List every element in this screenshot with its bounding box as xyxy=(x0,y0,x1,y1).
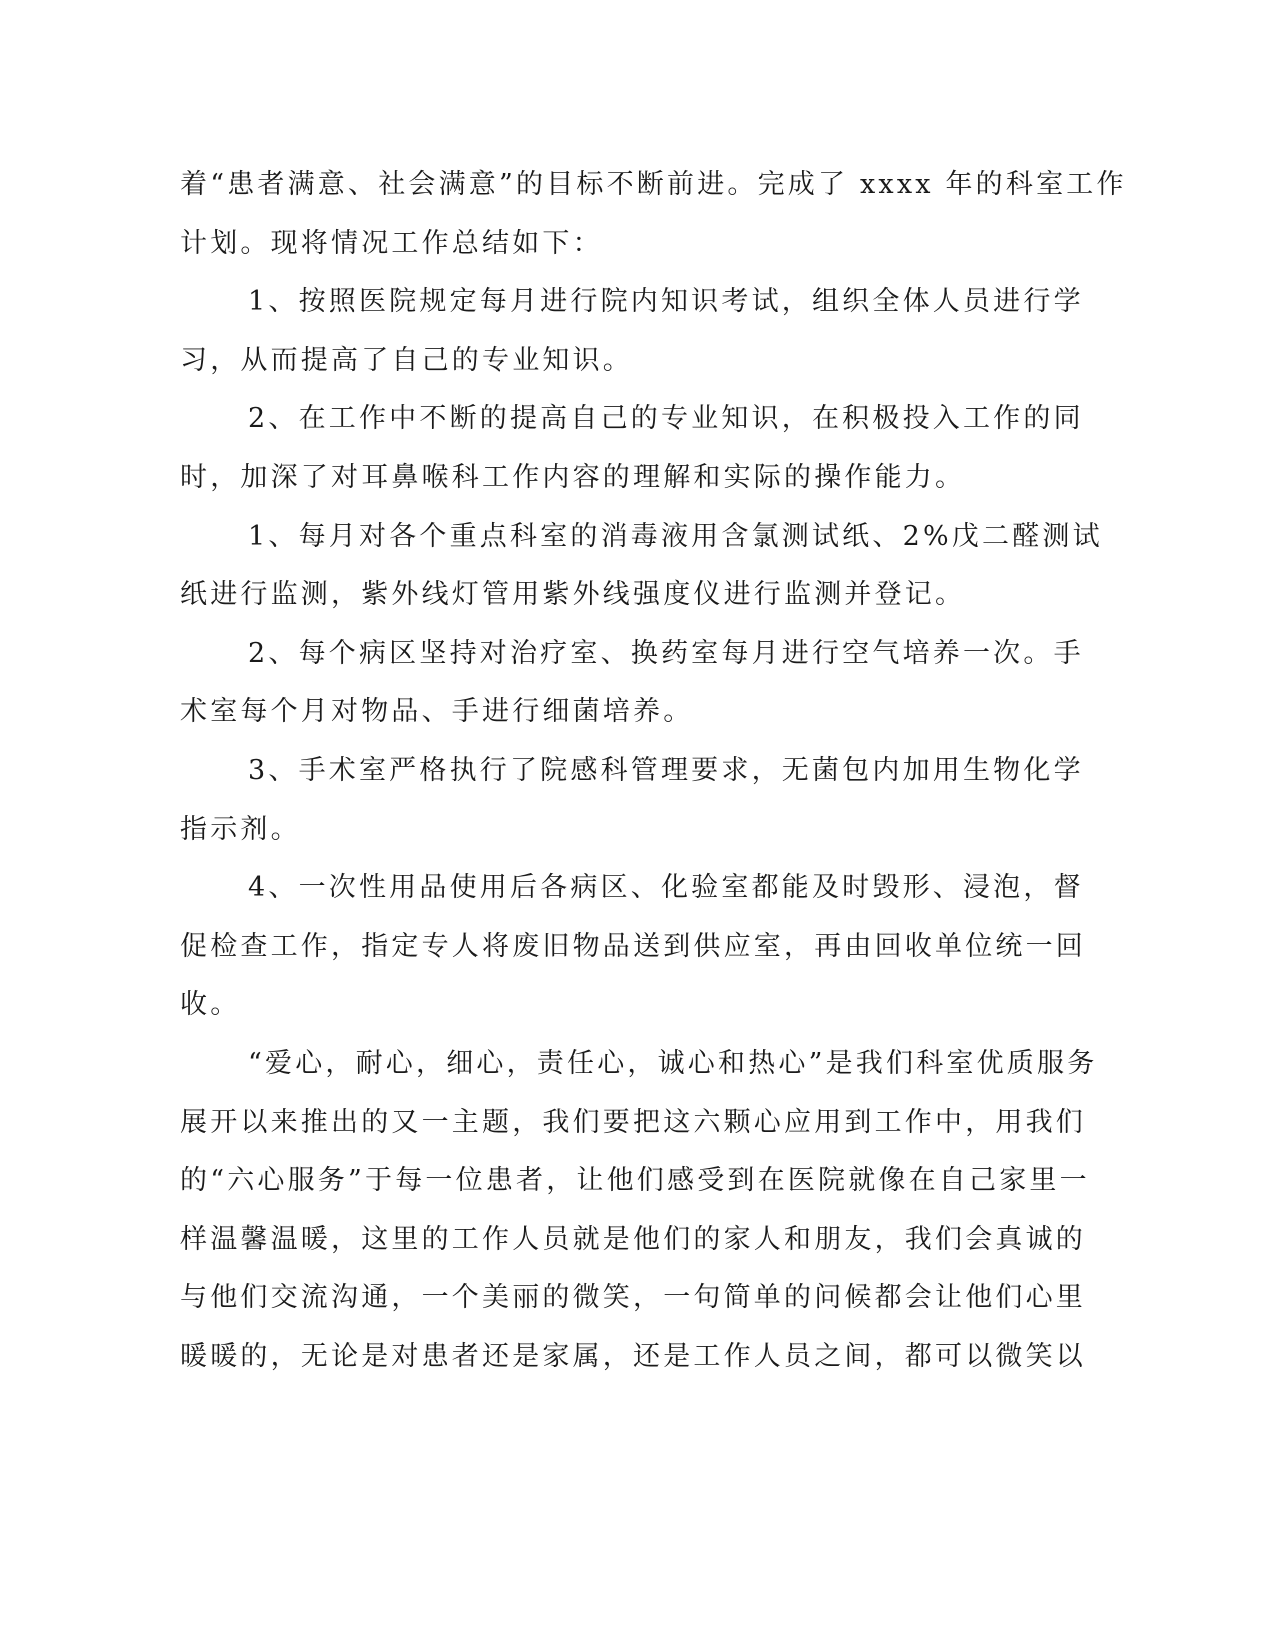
body-text xyxy=(180,156,1127,1386)
text-line: 展开以来推出的又一主题，我们要把这六颗心应用到工作中，用我们 xyxy=(180,1106,1086,1138)
text-line: 术室每个月对物品、手进行细菌培养。 xyxy=(180,696,694,728)
text-line: 着“患者满意、社会满意”的目标不断前进。完成了 xxxx 年的科室工作 xyxy=(180,169,1127,200)
text-line: 纸进行监测，紫外线灯管用紫外线强度仪进行监测并登记。 xyxy=(180,579,966,611)
text-line: 习，从而提高了自己的专业知识。 xyxy=(180,344,633,376)
text-line: 3、手术室严格执行了院感科管理要求，无菌包内加用生物化学 xyxy=(248,754,1084,786)
text-line: “爱心，耐心，细心，责任心，诚心和热心”是我们科室优质服务 xyxy=(248,1047,1098,1079)
text-line: 1、每月对各个重点科室的消毒液用含氯测试纸、2%戊二醛测试 xyxy=(248,520,1103,552)
text-line: 计划。现将情况工作总结如下： xyxy=(180,227,603,259)
text-line: 收。 xyxy=(180,989,241,1021)
text-line: 1、按照医院规定每月进行院内知识考试，组织全体人员进行学 xyxy=(248,286,1084,318)
text-line: 样温馨温暖，这里的工作人员就是他们的家人和朋友，我们会真诚的 xyxy=(180,1223,1086,1255)
text-line: 时，加深了对耳鼻喉科工作内容的理解和实际的操作能力。 xyxy=(180,461,966,493)
text-line: 与他们交流沟通，一个美丽的微笑，一句简单的问候都会让他们心里 xyxy=(180,1282,1086,1314)
text-line: 2、每个病区坚持对治疗室、换药室每月进行空气培养一次。手 xyxy=(248,637,1084,669)
text-line: 2、在工作中不断的提高自己的专业知识，在积极投入工作的同 xyxy=(248,403,1084,435)
text-line: 指示剂。 xyxy=(180,813,301,845)
text-line: 促检查工作，指定专人将废旧物品送到供应室，再由回收单位统一回 xyxy=(180,930,1086,962)
text-line: 的“六心服务”于每一位患者，让他们感受到在医院就像在自己家里一 xyxy=(180,1165,1090,1197)
text-line: 4、一次性用品使用后各病区、化验室都能及时毁形、浸泡，督 xyxy=(248,872,1084,904)
text-line: 暖暖的，无论是对患者还是家属，还是工作人员之间，都可以微笑以 xyxy=(180,1340,1086,1372)
